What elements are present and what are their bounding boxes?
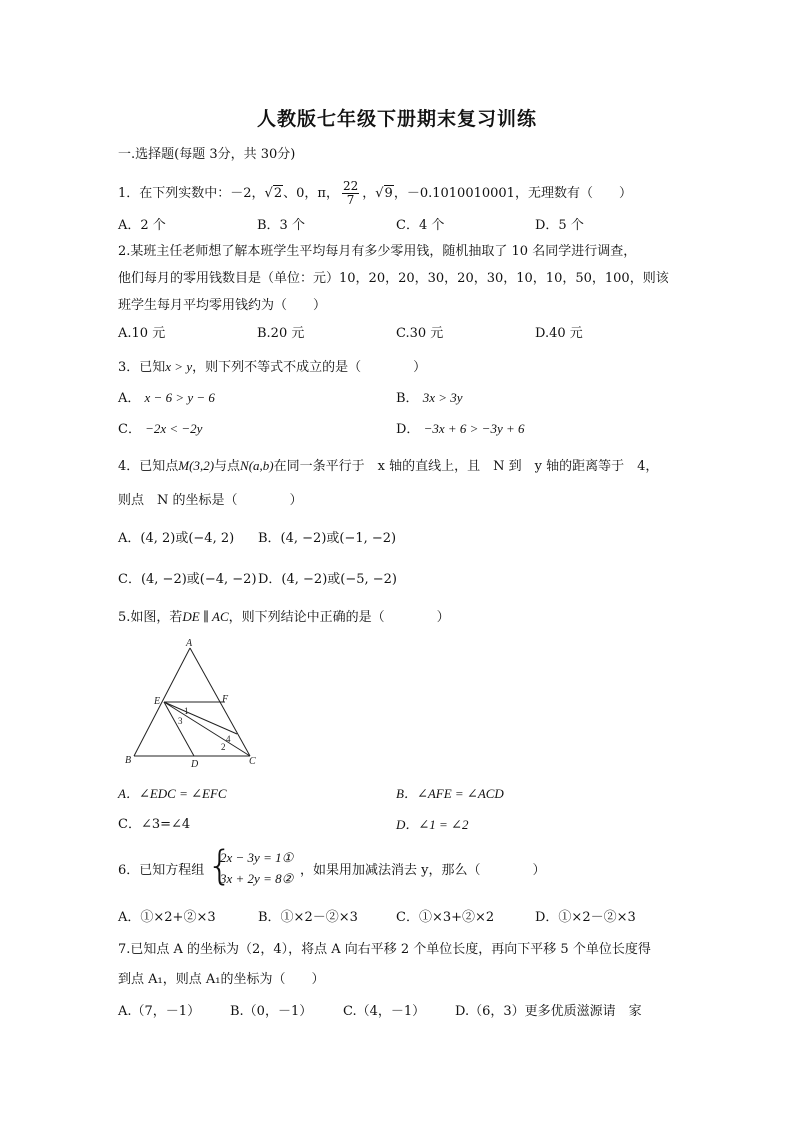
q7-option-d: D.（6，3）更多优质滋源请 家	[455, 1004, 642, 1019]
sqrt-9: √9	[375, 186, 393, 201]
q4-option-a: A．(4, 2)或(−4, 2)	[118, 531, 235, 546]
system-brace: {	[207, 843, 233, 889]
q6-option-a: A．①×2+②×3	[118, 910, 216, 925]
label-e: E	[154, 696, 161, 707]
q1-option-c: C．4 个	[396, 218, 445, 233]
question-5-stem: 5.如图，若DE ∥ AC，则下列结论中正确的是（ ）	[118, 609, 450, 625]
angle-4: 4	[226, 734, 231, 744]
q2-option-a: A.10 元	[118, 326, 166, 341]
q2-option-d: D.40 元	[535, 326, 583, 341]
label-c: C	[249, 756, 256, 767]
q1-option-b: B．3 个	[257, 218, 305, 233]
q1-option-a: A．2 个	[118, 218, 166, 233]
label-f: F	[222, 694, 229, 705]
q1-option-d: D．5 个	[535, 218, 584, 233]
q7-option-b: B.（0，－1）	[230, 1004, 313, 1019]
q3-option-b: B． 3x > 3y	[396, 390, 463, 406]
q7-option-a: A.（7，－1）	[118, 1004, 201, 1019]
q3-condition: x > y	[165, 359, 193, 374]
question-3-stem: 3．已知x > y，则下列不等式不成立的是（ ）	[118, 359, 427, 375]
q3-option-d: D． −3x + 6 > −3y + 6	[396, 421, 525, 437]
page-title: 人教版七年级下册期末复习训练	[256, 108, 537, 130]
q6-option-b: B．①×2－②×3	[258, 910, 358, 925]
q5-option-b: B．∠AFE = ∠ACD	[396, 786, 504, 801]
section-heading: 一.选择题(每题 3分，共 30分)	[118, 147, 296, 162]
q3-option-a: A． x − 6 > y − 6	[118, 390, 215, 406]
q6-option-d: D．①×2－②×3	[535, 910, 636, 925]
question-2-line-1: 2.某班主任老师想了解本班学生平均每月有多少零用钱，随机抽取了 10 名同学进行调查，	[118, 244, 637, 259]
q4-option-b: B．(4, −2)或(−1, −2)	[258, 531, 397, 546]
q5-option-a: A．∠EDC = ∠EFC	[118, 786, 227, 801]
question-2-line-3: 班学生每月平均零用钱约为（ ）	[118, 298, 327, 313]
angle-1: 1	[184, 706, 189, 716]
q2-option-c: C.30 元	[396, 326, 444, 341]
q5-option-c: C．∠3=∠4	[118, 817, 191, 832]
q2-option-b: B.20 元	[257, 326, 305, 341]
question-7-line-2: 到点 A₁，则点 A₁的坐标为（ ）	[118, 972, 325, 987]
geometry-figure	[120, 636, 270, 771]
q3-option-c: C． −2x < −2y	[118, 421, 203, 437]
question-6-stem-prefix: 6．已知方程组	[118, 863, 205, 878]
fraction-22-7: $\frac{22}{7}$	[342, 179, 359, 207]
label-a: A	[186, 638, 193, 649]
angle-2: 2	[221, 742, 226, 752]
question-7-line-1: 7.已知点 A 的坐标为（2，4），将点 A 向右平移 2 个单位长度，再向下平移 5 个单位长度得	[118, 942, 651, 957]
label-d: D	[191, 759, 199, 770]
equation-1: 2x − 3y = 1①	[220, 850, 294, 865]
q7-option-c: C.（4，－1）	[343, 1004, 426, 1019]
question-1-stem: 1．在下列实数中：－2，√2、0，π， $\frac{22}{7}$ ，√9，－0.1010010001，无理数有（ ）	[118, 179, 632, 207]
label-b: B	[125, 755, 132, 766]
angle-3: 3	[178, 716, 183, 726]
question-4-line-2: 则点 N 的坐标是（ ）	[118, 493, 303, 508]
question-4-line-1: 4．已知点M(3,2)与点N(a,b)在同一条平行于 x 轴的直线上，且 N 到 y 轴的距离等于 4，	[118, 458, 659, 474]
q4-option-d: D．(4, −2)或(−5, −2)	[258, 572, 398, 587]
q6-option-c: C．①×3+②×2	[396, 910, 495, 925]
question-2-line-2: 他们每月的零用钱数目是（单位：元）10，20，20，30，20，30，10，10，50，100，则该	[118, 271, 669, 286]
q5-option-d: D．∠1 = ∠2	[396, 817, 469, 832]
sqrt-2: √2	[264, 186, 283, 201]
question-6-stem-suffix: ，如果用加减法消去 y，那么（ ）	[300, 863, 546, 878]
q4-option-c: C．(4, −2)或(−4, −2)	[118, 572, 257, 587]
equation-2: 3x + 2y = 8②	[220, 871, 294, 886]
